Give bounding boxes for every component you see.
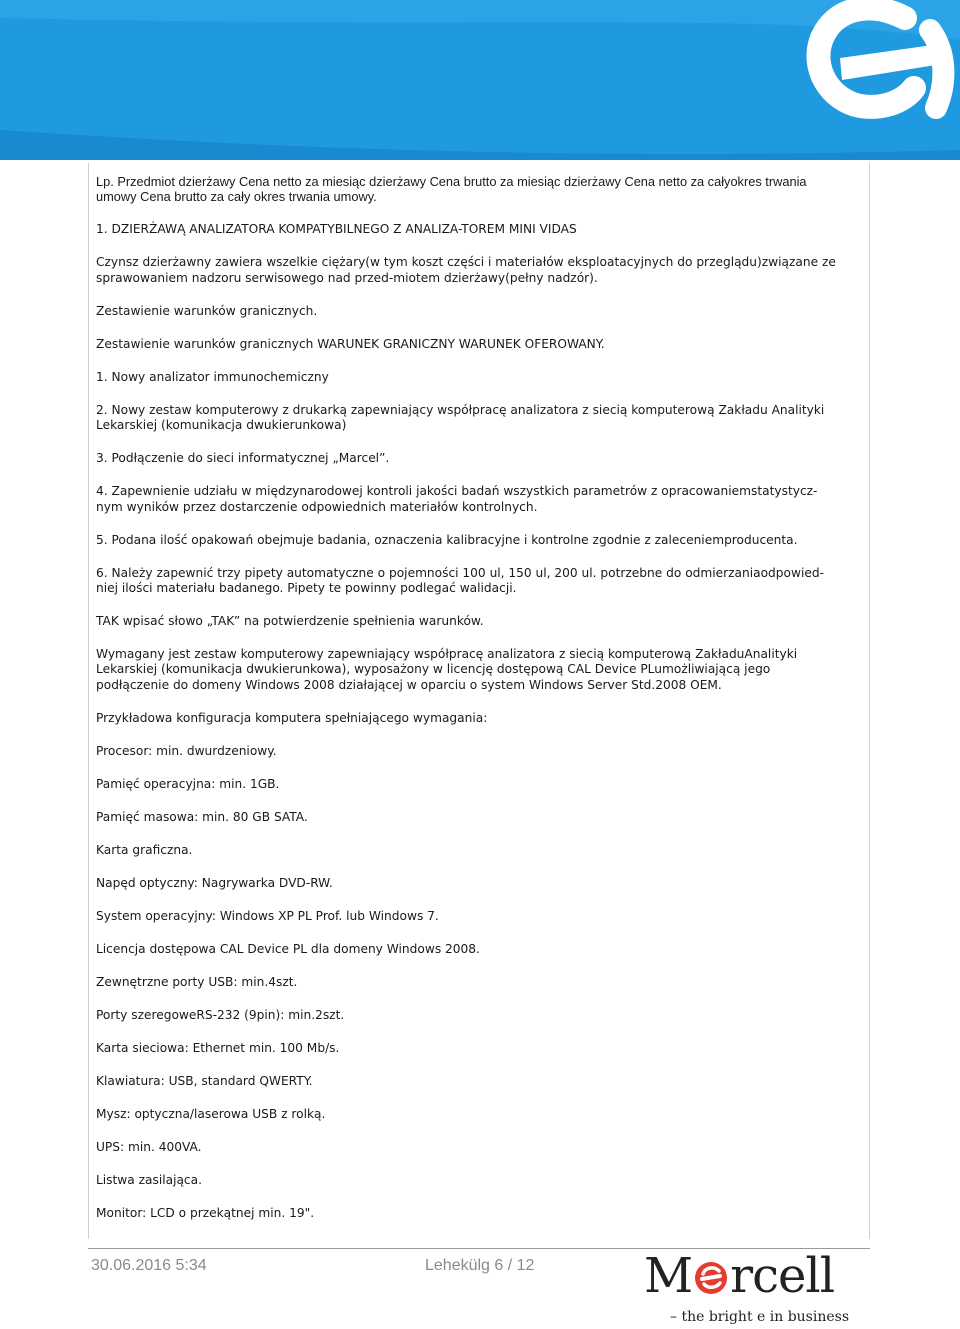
logo-letter-m: M <box>644 1248 693 1304</box>
config-item-monitor: Monitor: LCD o przekątnej min. 19". <box>96 1205 315 1220</box>
config-item-ups: UPS: min. 400VA. <box>96 1139 202 1154</box>
logo-tagline: – the bright e in business <box>670 1309 850 1325</box>
logo-e-icon <box>693 1252 729 1288</box>
footer-date: 30.06.2016 5:34 <box>91 1257 207 1274</box>
condition-item-4: 4. Zapewnienie udziału w międzynarodowej kontroli jakości badań wszystkich parametrów z opracowaniemstatystycz-nym wyników przez dostarczenie odpowiednich materiałów kontrolnych. <box>96 484 818 514</box>
condition-item-5: 5. Podana ilość opakowań obejmuje badania, oznaczenia kalibracyjne i kontrolne zgodnie z zaleceniemproducenta. <box>96 532 798 547</box>
config-item-power-strip: Listwa zasilająca. <box>96 1172 202 1187</box>
config-item-usb: Zewnętrzne porty USB: min.4szt. <box>96 974 298 989</box>
config-item-keyboard: Klawiatura: USB, standard QWERTY. <box>96 1073 313 1088</box>
marcell-logo <box>640 1248 870 1328</box>
config-item-license: Licencja dostępowa CAL Device PL dla domeny Windows 2008. <box>96 941 480 956</box>
boundary-conditions-heading: Zestawienie warunków granicznych. <box>96 303 318 318</box>
config-item-mouse: Mysz: optyczna/laserowa USB z rolką. <box>96 1106 326 1121</box>
computer-requirement-paragraph: Wymagany jest zestaw komputerowy zapewniający współpracę analizatora z siecią komputerową ZakładuAnalityki Lekarskiej (komunikacja dwukierunkowa), wyposażony w licencję dostępową CAL Device PLumożliwiającą jego podłączenie do domeny Windows 2008 działającej w oparciu o system Windows Server Std.2008 OEM. <box>96 647 798 692</box>
config-item-ram: Pamięć operacyjna: min. 1GB. <box>96 776 280 791</box>
confirmation-instruction: TAK wpisać słowo „TAK” na potwierdzenie spełnienia warunków. <box>96 614 484 629</box>
footer-page-number: Lehekülg 6 / 12 <box>425 1257 535 1274</box>
config-item-os: System operacyjny: Windows XP PL Prof. lub Windows 7. <box>96 908 439 923</box>
config-item-serial: Porty szeregoweRS-232 (9pin): min.2szt. <box>96 1007 345 1022</box>
lease-table-header-text: Lp. Przedmiot dzierżawy Cena netto za miesiąc dzierżawy Cena brutto za miesiąc dzierżawy Cena netto za całyokres trwania umowy Cena brutto za cały okres trwania umowy. <box>96 174 807 205</box>
lease-item-title: 1. DZIERŻAWĄ ANALIZATORA KOMPATYBILNEGO Z ANALIZA-TOREM MINI VIDAS <box>96 222 577 237</box>
document-body <box>96 174 838 1239</box>
header-banner <box>0 0 960 160</box>
config-heading: Przykładowa konfiguracja komputera spełniającego wymagania: <box>96 710 488 725</box>
rent-conditions-paragraph: Czynsz dzierżawny zawiera wszelkie ciężary(w tym koszt części i materiałów eksploatacyjnych do przeglądu)związane ze sprawowaniem nadzoru serwisowego nad przed-miotem dzierżawy(pełny nadzór). <box>96 255 836 285</box>
config-item-cpu: Procesor: min. dwurdzeniowy. <box>96 743 277 758</box>
config-item-storage: Pamięć masowa: min. 80 GB SATA. <box>96 809 308 824</box>
boundary-conditions-columns: Zestawienie warunków granicznych WARUNEK GRANICZNY WARUNEK OFEROWANY. <box>96 336 605 351</box>
logo-wordmark <box>644 1248 834 1304</box>
condition-item-2: 2. Nowy zestaw komputerowy z drukarką zapewniający współpracę analizatora z siecią komputerową Zakładu Analityki Lekarskiej (komunikacja dwukierunkowa) <box>96 402 825 433</box>
header-banner-graphic <box>0 0 960 160</box>
condition-item-3: 3. Podłączenie do sieci informatycznej „Marcel”. <box>96 451 390 466</box>
config-item-network: Karta sieciowa: Ethernet min. 100 Mb/s. <box>96 1040 340 1055</box>
condition-item-1: 1. Nowy analizator immunochemiczny <box>96 369 329 384</box>
logo-letters-rcell: rcell <box>730 1248 835 1304</box>
condition-item-6: 6. Należy zapewnić trzy pipety automatyczne o pojemności 100 ul, 150 ul, 200 ul. potrzebne do odmierzaniaodpowied-niej ilości materiału badanego. Pipety te powinny podlegać walidacji. <box>96 565 824 596</box>
config-item-graphics: Karta graficzna. <box>96 842 193 857</box>
config-item-optical: Napęd optyczny: Nagrywarka DVD-RW. <box>96 875 333 890</box>
